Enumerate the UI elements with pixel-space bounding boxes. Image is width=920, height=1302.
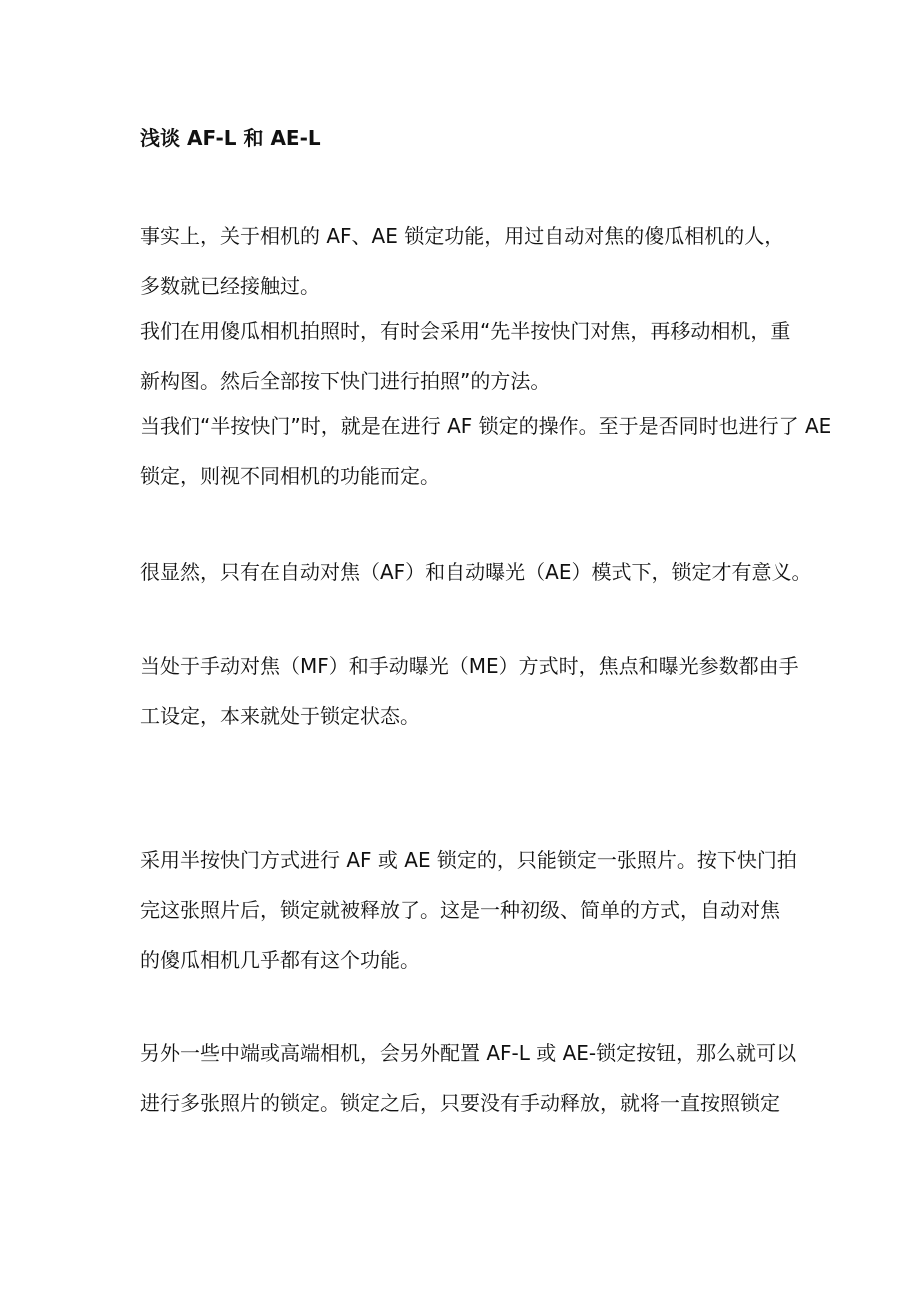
paragraph-3 (140, 401, 845, 501)
paragraph-4 (140, 547, 845, 597)
paragraph-line: 当我们“半按快门”时，就是在进行 AF 锁定的操作。至于是否同时也进行了 AE (140, 414, 832, 438)
paragraph-line: 我们在用傻瓜相机拍照时，有时会采用“先半按快门对焦，再移动相机，重 (140, 319, 791, 343)
paragraph-line: 当处于手动对焦（MF）和手动曝光（ME）方式时，焦点和曝光参数都由手 (140, 654, 799, 678)
paragraph-1 (140, 211, 845, 311)
paragraph-line: 很显然，只有在自动对焦（AF）和自动曝光（AE）模式下，锁定才有意义。 (140, 560, 812, 584)
paragraph-line: 完这张照片后，锁定就被释放了。这是一种初级、简单的方式，自动对焦 (140, 898, 780, 922)
paragraph-5 (140, 641, 845, 741)
paragraph-line: 的傻瓜相机几乎都有这个功能。 (140, 948, 420, 972)
paragraph-line: 采用半按快门方式进行 AF 或 AE 锁定的，只能锁定一张照片。按下快门拍 (140, 848, 797, 872)
paragraph-7 (140, 1028, 845, 1128)
paragraph-line: 工设定，本来就处于锁定状态。 (140, 704, 420, 728)
paragraph-line: 新构图。然后全部按下快门进行拍照”的方法。 (140, 369, 551, 393)
paragraph-line: 多数就已经接触过。 (140, 274, 320, 298)
paragraph-line: 另外一些中端或高端相机，会另外配置 AF-L 或 AE-锁定按钮，那么就可以 (140, 1041, 797, 1065)
paragraph-6 (140, 835, 845, 985)
paragraph-2 (140, 306, 845, 406)
paragraph-line: 事实上，关于相机的 AF、AE 锁定功能，用过自动对焦的傻瓜相机的人， (140, 224, 785, 248)
paragraph-line: 锁定，则视不同相机的功能而定。 (140, 464, 440, 488)
paragraph-line: 进行多张照片的锁定。锁定之后，只要没有手动释放，就将一直按照锁定 (140, 1091, 780, 1115)
document-title: 浅谈 AF-L 和 AE-L (140, 126, 321, 150)
